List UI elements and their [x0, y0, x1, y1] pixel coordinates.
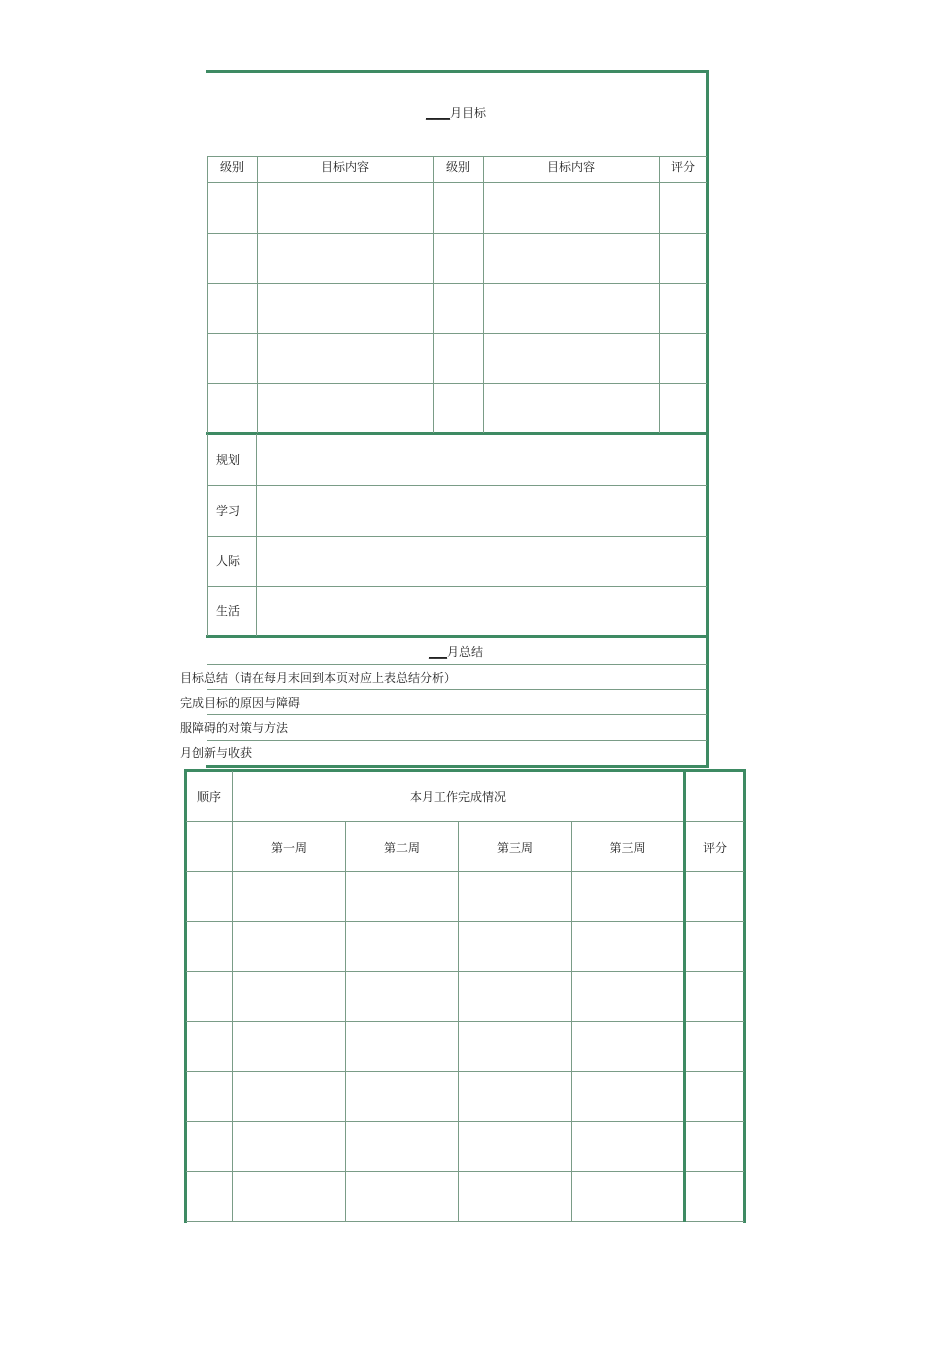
header-goal-content-1: 目标内容: [320, 160, 369, 174]
work-cell[interactable]: [233, 872, 345, 921]
category-learning: 学习: [216, 504, 241, 518]
category-life-field[interactable]: [257, 587, 706, 635]
summary-title-text: 月总结: [446, 645, 483, 659]
category-relations-field[interactable]: [257, 537, 706, 586]
header-work-score: 评分: [702, 841, 727, 855]
header-monthly-work-completion: 本月工作完成情况: [409, 790, 506, 804]
header-level-1: 级别: [219, 160, 244, 174]
monthly-goals-title: [206, 104, 706, 121]
work-cell[interactable]: [346, 872, 458, 921]
header-week-1: 第一周: [270, 841, 307, 855]
goal-cell[interactable]: [434, 183, 483, 233]
header-level-2: 级别: [445, 160, 470, 174]
category-planning-field[interactable]: [257, 436, 706, 485]
title-text: 月目标: [449, 106, 486, 120]
summary-goal-analysis: 目标总结（请在每月末回到本页对应上表总结分析）: [180, 671, 457, 685]
work-cell[interactable]: [459, 872, 571, 921]
goal-cell[interactable]: [208, 183, 257, 233]
header-week-3: 第三周: [496, 841, 533, 855]
category-life: 生活: [216, 604, 241, 618]
title-blank: ____: [425, 106, 450, 120]
goal-cell[interactable]: [258, 183, 433, 233]
header-score: 评分: [670, 160, 695, 174]
header-week-4: 第三周: [609, 841, 646, 855]
summary-reasons-obstacles: 完成目标的原因与障碍: [180, 696, 301, 710]
work-cell[interactable]: [187, 872, 232, 921]
work-cell[interactable]: [686, 872, 743, 921]
category-learning-field[interactable]: [257, 486, 706, 536]
work-cell[interactable]: [572, 872, 683, 921]
header-goal-content-2: 目标内容: [546, 160, 595, 174]
header-week-2: 第二周: [383, 841, 420, 855]
header-order: 顺序: [196, 790, 221, 804]
summary-innovation-gains: 月创新与收获: [180, 746, 253, 760]
summary-countermeasures: 服障碍的对策与方法: [180, 721, 289, 735]
goal-cell[interactable]: [484, 183, 659, 233]
goal-cell[interactable]: [660, 183, 706, 233]
summary-title-blank: ___: [428, 645, 447, 659]
category-planning: 规划: [216, 453, 241, 467]
monthly-summary-title: [206, 643, 706, 660]
category-relations: 人际: [216, 554, 241, 568]
